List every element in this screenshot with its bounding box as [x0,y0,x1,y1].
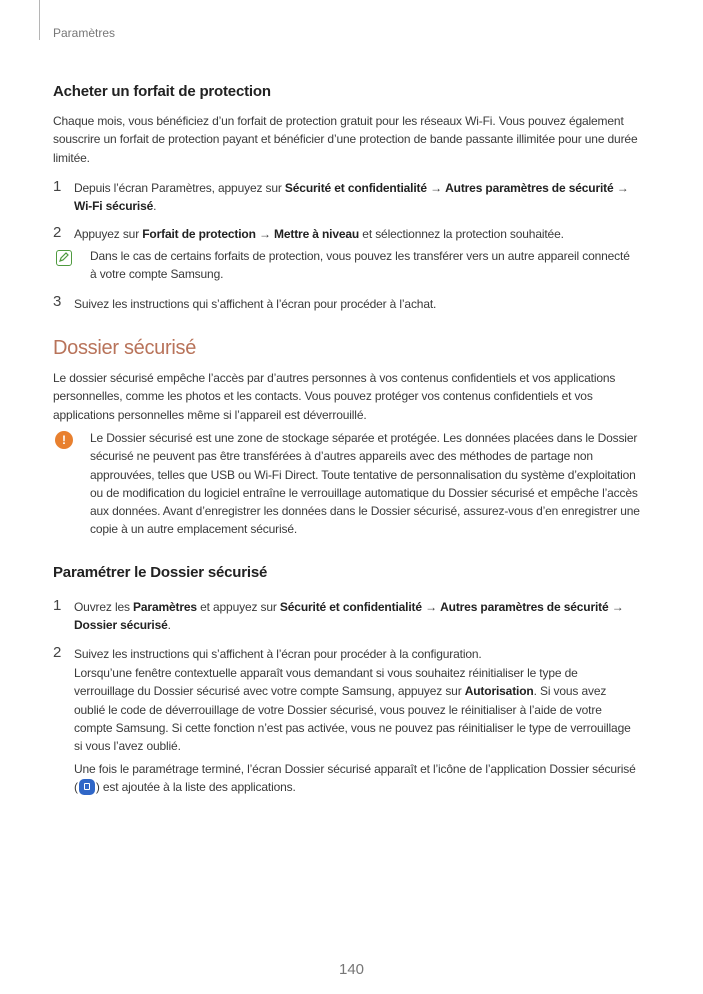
section-intro-buy-plan: Chaque mois, vous bénéficiez d’un forfait de protection gratuit pour les réseaux Wi-Fi. Vous pouvez également souscrire un forfait de protection payant et bénéficier d’une protection de bande passante illimitée pour une durée limitée. [53,114,638,165]
step-text: Appuyez sur Forfait de protection → Mettre à niveau et sélectionnez la protection souhaitée. [74,227,564,241]
warning-text: Le Dossier sécurisé est une zone de stockage séparée et protégée. Les données placées dans le Dossier sécurisé ne peuvent pas être transférées à d’autres appareils avec des méthodes de partage non approuvées, telles que USB ou Wi-Fi Direct. Toute tentative de personnalisation du système d’exploitation ou de modification du logiciel entraîne le verrouillage automatique du Dossier sécurisé et empêche l’accès aux données. Avant d’enregistrer les données dans le Dossier sécurisé, assurez-vous d’en enregistrer une copie à un autre emplacement sécurisé. [90,431,640,537]
section-title-setup-secure-folder: Paramétrer le Dossier sécurisé [53,564,268,581]
section-title-buy-plan: Acheter un forfait de protection [53,83,271,100]
exclamation-warning-icon: ! [55,431,73,449]
pencil-note-icon [56,250,72,266]
step-text: Ouvrez les Paramètres et appuyez sur Sécurité et confidentialité → Autres paramètres de sécurité → Dossier sécurisé. [74,600,624,633]
step-number: 2 [53,644,62,661]
step-number: 1 [53,597,62,614]
header-title: Paramètres [53,26,116,40]
section-title-secure-folder: Dossier sécurisé [53,337,197,359]
secure-folder-app-icon [79,779,95,795]
step-paragraph: Une fois le paramétrage terminé, l’écran Dossier sécurisé apparaît et l’icône de l’application Dossier sécurisé ( ) est ajoutée à la liste des applications. [74,762,636,795]
step-number: 2 [53,224,62,241]
step-text: Suivez les instructions qui s’affichent à l’écran pour procéder à l’achat. [74,297,437,311]
step-text: Depuis l’écran Paramètres, appuyez sur Sécurité et confidentialité → Autres paramètres de sécurité → Wi-Fi sécurisé. [74,181,629,214]
step-paragraph: Lorsqu’une fenêtre contextuelle apparaît vous demandant si vous souhaitez réinitialiser le type de verrouillage du Dossier sécurisé avec votre compte Samsung, appuyez sur Autorisation. Si vous avez oublié le code de déverrouillage de votre Dossier sécurisé, vous pouvez le réinitialiser à l’aide de votre compte Samsung. Si cette fonction n’est pas activée, vous ne pouvez pas réinitialiser le type de verrouillage si vous l’avez oublié. [74,666,631,754]
step-text: Suivez les instructions qui s’affichent à l’écran pour procéder à la configuration. [74,647,482,661]
page-number: 140 [338,961,365,978]
note-text: Dans le cas de certains forfaits de protection, vous pouvez les transférer vers un autre appareil connecté à votre compte Samsung. [90,249,630,282]
header-divider [39,0,40,40]
step-number: 1 [53,178,62,195]
section-intro-secure-folder: Le dossier sécurisé empêche l’accès par d’autres personnes à vos contenus confidentiels et vos applications personnelles, comme les photos et les contacts. Vous pouvez protéger vos contenus confidentiels et vos applications personnelles même si l’appareil est déverrouillé. [53,371,616,422]
step-number: 3 [53,293,62,310]
